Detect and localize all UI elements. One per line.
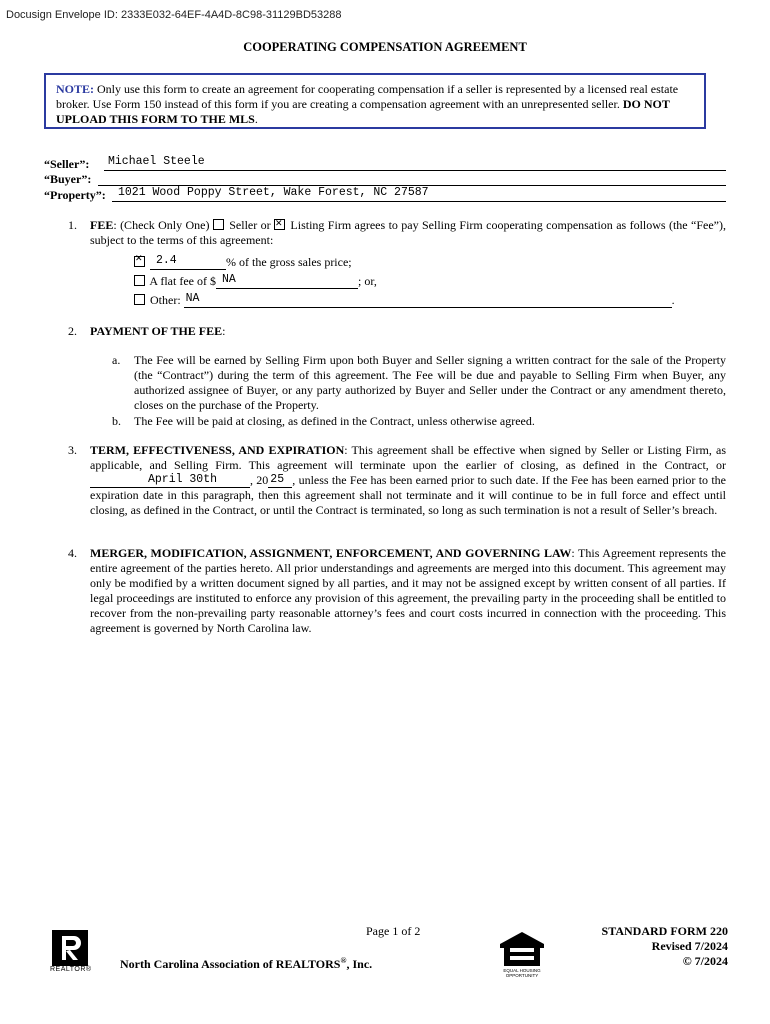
flat-fee-text: A flat fee of $ <box>149 274 216 288</box>
fee-text: : (Check Only One) <box>113 218 213 232</box>
note-emphasis: DO NOT UPLOAD THIS FORM TO THE MLS <box>56 97 670 126</box>
fee-option-percent <box>134 255 352 270</box>
percent-text: % of the gross sales price; <box>226 255 352 269</box>
form-info <box>590 924 728 969</box>
merger-text: : This Agreement represents the entire agreement of the parties hereto. All prior understandings and agreements are merged into this document. This agreement may only be modified by a written document signed by all parties, and it may not be assigned except by written consent of all parties. If legal proceedings are instituted to enforce any provision of this agreement, the prevailing party in the proceeding shall be entitled to recover from the non-prevailing party reasonable attorney’s fees and court costs incurred in connection with the proceeding. This agreement is governed by North Carolina law. <box>90 546 726 635</box>
form-copyright: © 7/2024 <box>682 954 728 968</box>
fee-option-other <box>134 293 675 308</box>
fee-option-flat <box>134 274 377 289</box>
term-number: 3. <box>68 443 77 457</box>
document-title: COOPERATING COMPENSATION AGREEMENT <box>243 40 527 54</box>
other-text: Other: <box>150 293 181 307</box>
property-value: 1021 Wood Poppy Street, Wake Forest, NC 27587 <box>118 186 429 199</box>
payment-colon: : <box>222 324 226 338</box>
realtor-logo-text: REALTOR® <box>50 966 92 973</box>
equal-housing-logo <box>497 930 547 978</box>
association-text: North Carolina Association of REALTORS <box>120 957 341 971</box>
seller-value: Michael Steele <box>108 155 205 168</box>
seller-checkbox[interactable] <box>213 219 224 230</box>
buyer-field[interactable] <box>98 172 726 186</box>
expiration-year-value: 25 <box>270 473 285 486</box>
merger-number: 4. <box>68 546 77 560</box>
flat-fee-value: NA <box>221 273 236 286</box>
percent-value: 2.4 <box>156 254 177 267</box>
other-value: NA <box>185 292 200 305</box>
payment-b-label: b. <box>112 414 121 428</box>
listing-option-label: Listing Firm agrees to pay Selling Firm cooperating compensation as follows (the “Fee”), subject to the terms of this agreement: <box>90 218 726 247</box>
merger-heading: MERGER, MODIFICATION, ASSIGNMENT, ENFORCEMENT, AND GOVERNING LAW <box>90 546 572 560</box>
term-text-a: : This agreement shall be effective when signed by Seller or Listing Firm, as applicable, and Selling Firm. This agreement will terminate upon the earlier of closing, as defined in the Contract, or <box>90 443 726 472</box>
property-field[interactable] <box>112 188 726 202</box>
fee-heading: FEE <box>90 218 114 232</box>
fee-number: 1. <box>68 218 77 232</box>
payment-b-text: The Fee will be paid at closing, as defined in the Contract, unless otherwise agreed. <box>134 414 535 428</box>
flat-fee-checkbox[interactable] <box>134 275 145 286</box>
flat-fee-field[interactable] <box>216 275 358 289</box>
other-field[interactable] <box>184 294 672 308</box>
equal-housing-text: EQUAL HOUSING OPPORTUNITY <box>503 968 541 978</box>
seller-label: “Seller”: <box>44 157 90 171</box>
expiration-date-value: April 30th <box>148 473 218 486</box>
property-label: “Property”: <box>44 188 106 202</box>
realtor-logo <box>50 928 92 973</box>
envelope-id: Docusign Envelope ID: 2333E032-64EF-4A4D-8C98-31129BD53288 <box>6 9 342 21</box>
section-merger <box>68 546 726 636</box>
registered-mark: ® <box>340 956 347 965</box>
association-tail: , Inc. <box>346 957 373 971</box>
note-text: Only use this form to create an agreement for cooperating compensation if a seller is represented by a licensed real estate broker. Use Form 150 instead of this form if you are creating a compensation agreement with an unrepresented seller. <box>56 82 679 111</box>
section-fee <box>68 218 726 248</box>
equal-housing-icon <box>497 930 547 968</box>
buyer-label: “Buyer”: <box>44 172 92 186</box>
term-text-b: , 20 <box>250 473 269 487</box>
percent-field[interactable] <box>150 256 226 270</box>
expiration-year-field[interactable] <box>268 474 292 488</box>
payment-a-label: a. <box>112 353 121 367</box>
expiration-date-field[interactable] <box>90 474 250 488</box>
payment-number: 2. <box>68 324 77 338</box>
flat-fee-tail: ; or, <box>357 274 377 288</box>
percent-checkbox[interactable] <box>134 256 145 267</box>
note-label: NOTE: <box>56 82 95 96</box>
section-term <box>68 443 726 518</box>
page-number: Page 1 of 2 <box>366 924 421 938</box>
note-tail: . <box>254 112 258 126</box>
section-payment <box>68 324 726 339</box>
seller-option-label: Seller or <box>225 218 275 232</box>
listing-firm-checkbox[interactable] <box>274 219 285 230</box>
form-revised: Revised 7/2024 <box>651 939 728 953</box>
seller-field[interactable] <box>104 157 726 171</box>
term-text-c: , unless the Fee has been earned prior to such date. If the Fee has been earned prior to the expiration date in this paragraph, then this agreement shall not terminate and it will continue to be in full force and effect until closing, as defined in the Contract, or until the Contract is terminated, so long as such termination is not a result of Seller’s breach. <box>90 473 726 517</box>
form-name: STANDARD FORM 220 <box>601 924 728 938</box>
association-name <box>120 956 372 972</box>
payment-heading: PAYMENT OF THE FEE <box>90 324 223 338</box>
payment-a-text: The Fee will be earned by Selling Firm upon both Buyer and Seller signing a written contract for the sale of the Property (the “Contract”) during the term of this agreement. The Fee will be due and payable to Selling Firm when Buyer, any authorized assignee of Buyer, or any party authorized by Buyer and Seller under the Contract or any amendment thereto, closes on the purchase of the Property. <box>134 353 726 412</box>
other-checkbox[interactable] <box>134 294 145 305</box>
term-heading: TERM, EFFECTIVENESS, AND EXPIRATION <box>90 443 345 457</box>
note-box <box>44 73 706 129</box>
other-tail: . <box>671 293 675 307</box>
